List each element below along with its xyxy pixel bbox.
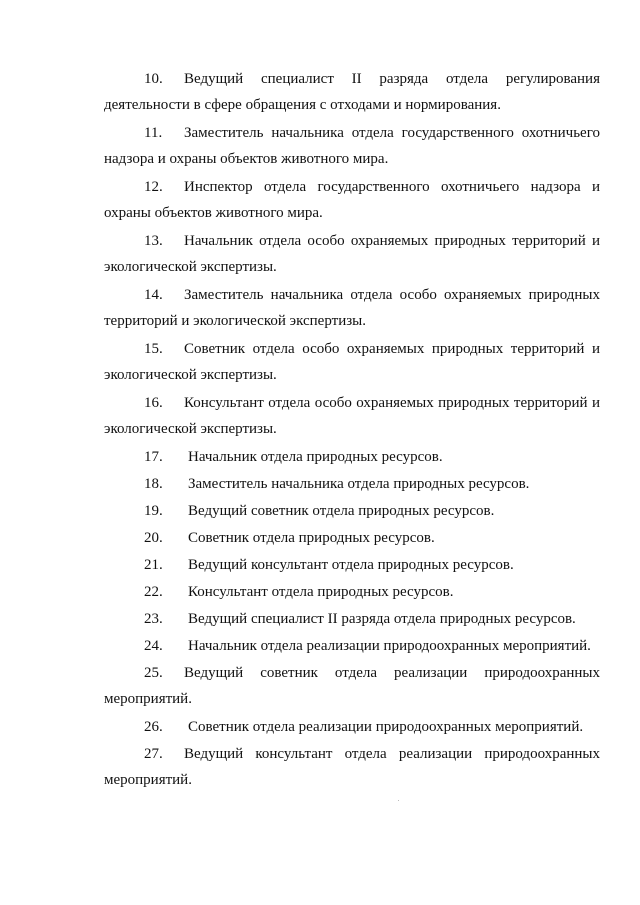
item-number: 23. bbox=[144, 611, 163, 627]
item-number: 20. bbox=[144, 530, 163, 546]
item-text: Ведущий специалист II разряда отдела природных ресурсов. bbox=[188, 611, 576, 627]
item-text: Заместитель начальника отдела особо охраняемых природных bbox=[184, 287, 600, 303]
list-item bbox=[104, 444, 600, 470]
list-item bbox=[104, 120, 600, 172]
item-first-line bbox=[104, 660, 600, 686]
item-first-line bbox=[104, 633, 600, 659]
list-item bbox=[104, 228, 600, 280]
item-continuation: экологической экспертизы. bbox=[104, 421, 277, 437]
item-continuation: экологической экспертизы. bbox=[104, 367, 277, 383]
item-text: Советник отдела реализации природоохранных мероприятий. bbox=[188, 719, 584, 735]
list-item bbox=[104, 633, 600, 659]
item-text: Ведущий советник отдела природных ресурсов. bbox=[188, 503, 495, 519]
item-number: 24. bbox=[144, 638, 163, 654]
item-first-line bbox=[104, 444, 600, 470]
item-continuation: деятельности в сфере обращения с отходами и нормирования. bbox=[104, 97, 501, 113]
list-item bbox=[104, 525, 600, 551]
list-item bbox=[104, 336, 600, 388]
list-item bbox=[104, 606, 600, 632]
item-first-line bbox=[104, 498, 600, 524]
list-item bbox=[104, 471, 600, 497]
item-number: 26. bbox=[144, 719, 163, 735]
item-first-line bbox=[104, 336, 600, 362]
item-first-line bbox=[104, 606, 600, 632]
item-continuation: мероприятий. bbox=[104, 691, 192, 707]
item-text: Заместитель начальника отдела государственного охотничьего bbox=[184, 125, 600, 141]
item-text: Ведущий советник отдела реализации природоохранных bbox=[184, 665, 600, 681]
item-number: 14. bbox=[144, 287, 163, 303]
item-text: Инспектор отдела государственного охотничьего надзора и bbox=[184, 179, 600, 195]
item-number: 22. bbox=[144, 584, 163, 600]
item-number: 12. bbox=[144, 179, 163, 195]
item-continuation: надзора и охраны объектов животного мира. bbox=[104, 151, 389, 167]
item-number: 25. bbox=[144, 665, 163, 681]
item-text: Начальник отдела реализации природоохранных мероприятий. bbox=[188, 638, 591, 654]
item-number: 19. bbox=[144, 503, 163, 519]
item-number: 16. bbox=[144, 395, 163, 411]
list-item bbox=[104, 282, 600, 334]
item-text: Консультант отдела особо охраняемых природных территорий и bbox=[184, 395, 600, 411]
item-text: Консультант отдела природных ресурсов. bbox=[188, 584, 454, 600]
item-continuation: территорий и экологической экспертизы. bbox=[104, 313, 366, 329]
list-item bbox=[104, 579, 600, 605]
item-number: 13. bbox=[144, 233, 163, 249]
list-item bbox=[104, 498, 600, 524]
list-item bbox=[104, 174, 600, 226]
item-first-line bbox=[104, 282, 600, 308]
item-first-line bbox=[104, 471, 600, 497]
item-first-line bbox=[104, 228, 600, 254]
item-text: Советник отдела природных ресурсов. bbox=[188, 530, 435, 546]
item-first-line bbox=[104, 714, 600, 740]
item-number: 10. bbox=[144, 71, 163, 87]
item-first-line bbox=[104, 741, 600, 767]
item-text: Советник отдела особо охраняемых природных территорий и bbox=[184, 341, 600, 357]
list-item bbox=[104, 390, 600, 442]
item-continuation: экологической экспертизы. bbox=[104, 259, 277, 275]
item-first-line bbox=[104, 579, 600, 605]
item-number: 17. bbox=[144, 449, 163, 465]
item-text: Начальник отдела природных ресурсов. bbox=[188, 449, 443, 465]
list-item bbox=[104, 741, 600, 793]
scan-speck bbox=[398, 800, 399, 801]
item-number: 27. bbox=[144, 746, 163, 762]
item-text: Заместитель начальника отдела природных ресурсов. bbox=[188, 476, 530, 492]
list-item bbox=[104, 66, 600, 118]
item-first-line bbox=[104, 174, 600, 200]
list-item bbox=[104, 552, 600, 578]
item-continuation: охраны объектов животного мира. bbox=[104, 205, 323, 221]
item-first-line bbox=[104, 552, 600, 578]
item-first-line bbox=[104, 66, 600, 92]
item-number: 15. bbox=[144, 341, 163, 357]
item-continuation: мероприятий. bbox=[104, 772, 192, 788]
item-number: 18. bbox=[144, 476, 163, 492]
list-item bbox=[104, 660, 600, 712]
item-text: Ведущий консультант отдела реализации природоохранных bbox=[184, 746, 600, 762]
list-item bbox=[104, 714, 600, 740]
item-text: Начальник отдела особо охраняемых природных территорий и bbox=[184, 233, 600, 249]
item-number: 21. bbox=[144, 557, 163, 573]
item-first-line bbox=[104, 120, 600, 146]
item-text: Ведущий консультант отдела природных ресурсов. bbox=[188, 557, 514, 573]
item-number: 11. bbox=[144, 125, 163, 141]
item-text: Ведущий специалист II разряда отдела регулирования bbox=[184, 71, 600, 87]
item-first-line bbox=[104, 525, 600, 551]
position-list bbox=[104, 66, 600, 793]
item-first-line bbox=[104, 390, 600, 416]
